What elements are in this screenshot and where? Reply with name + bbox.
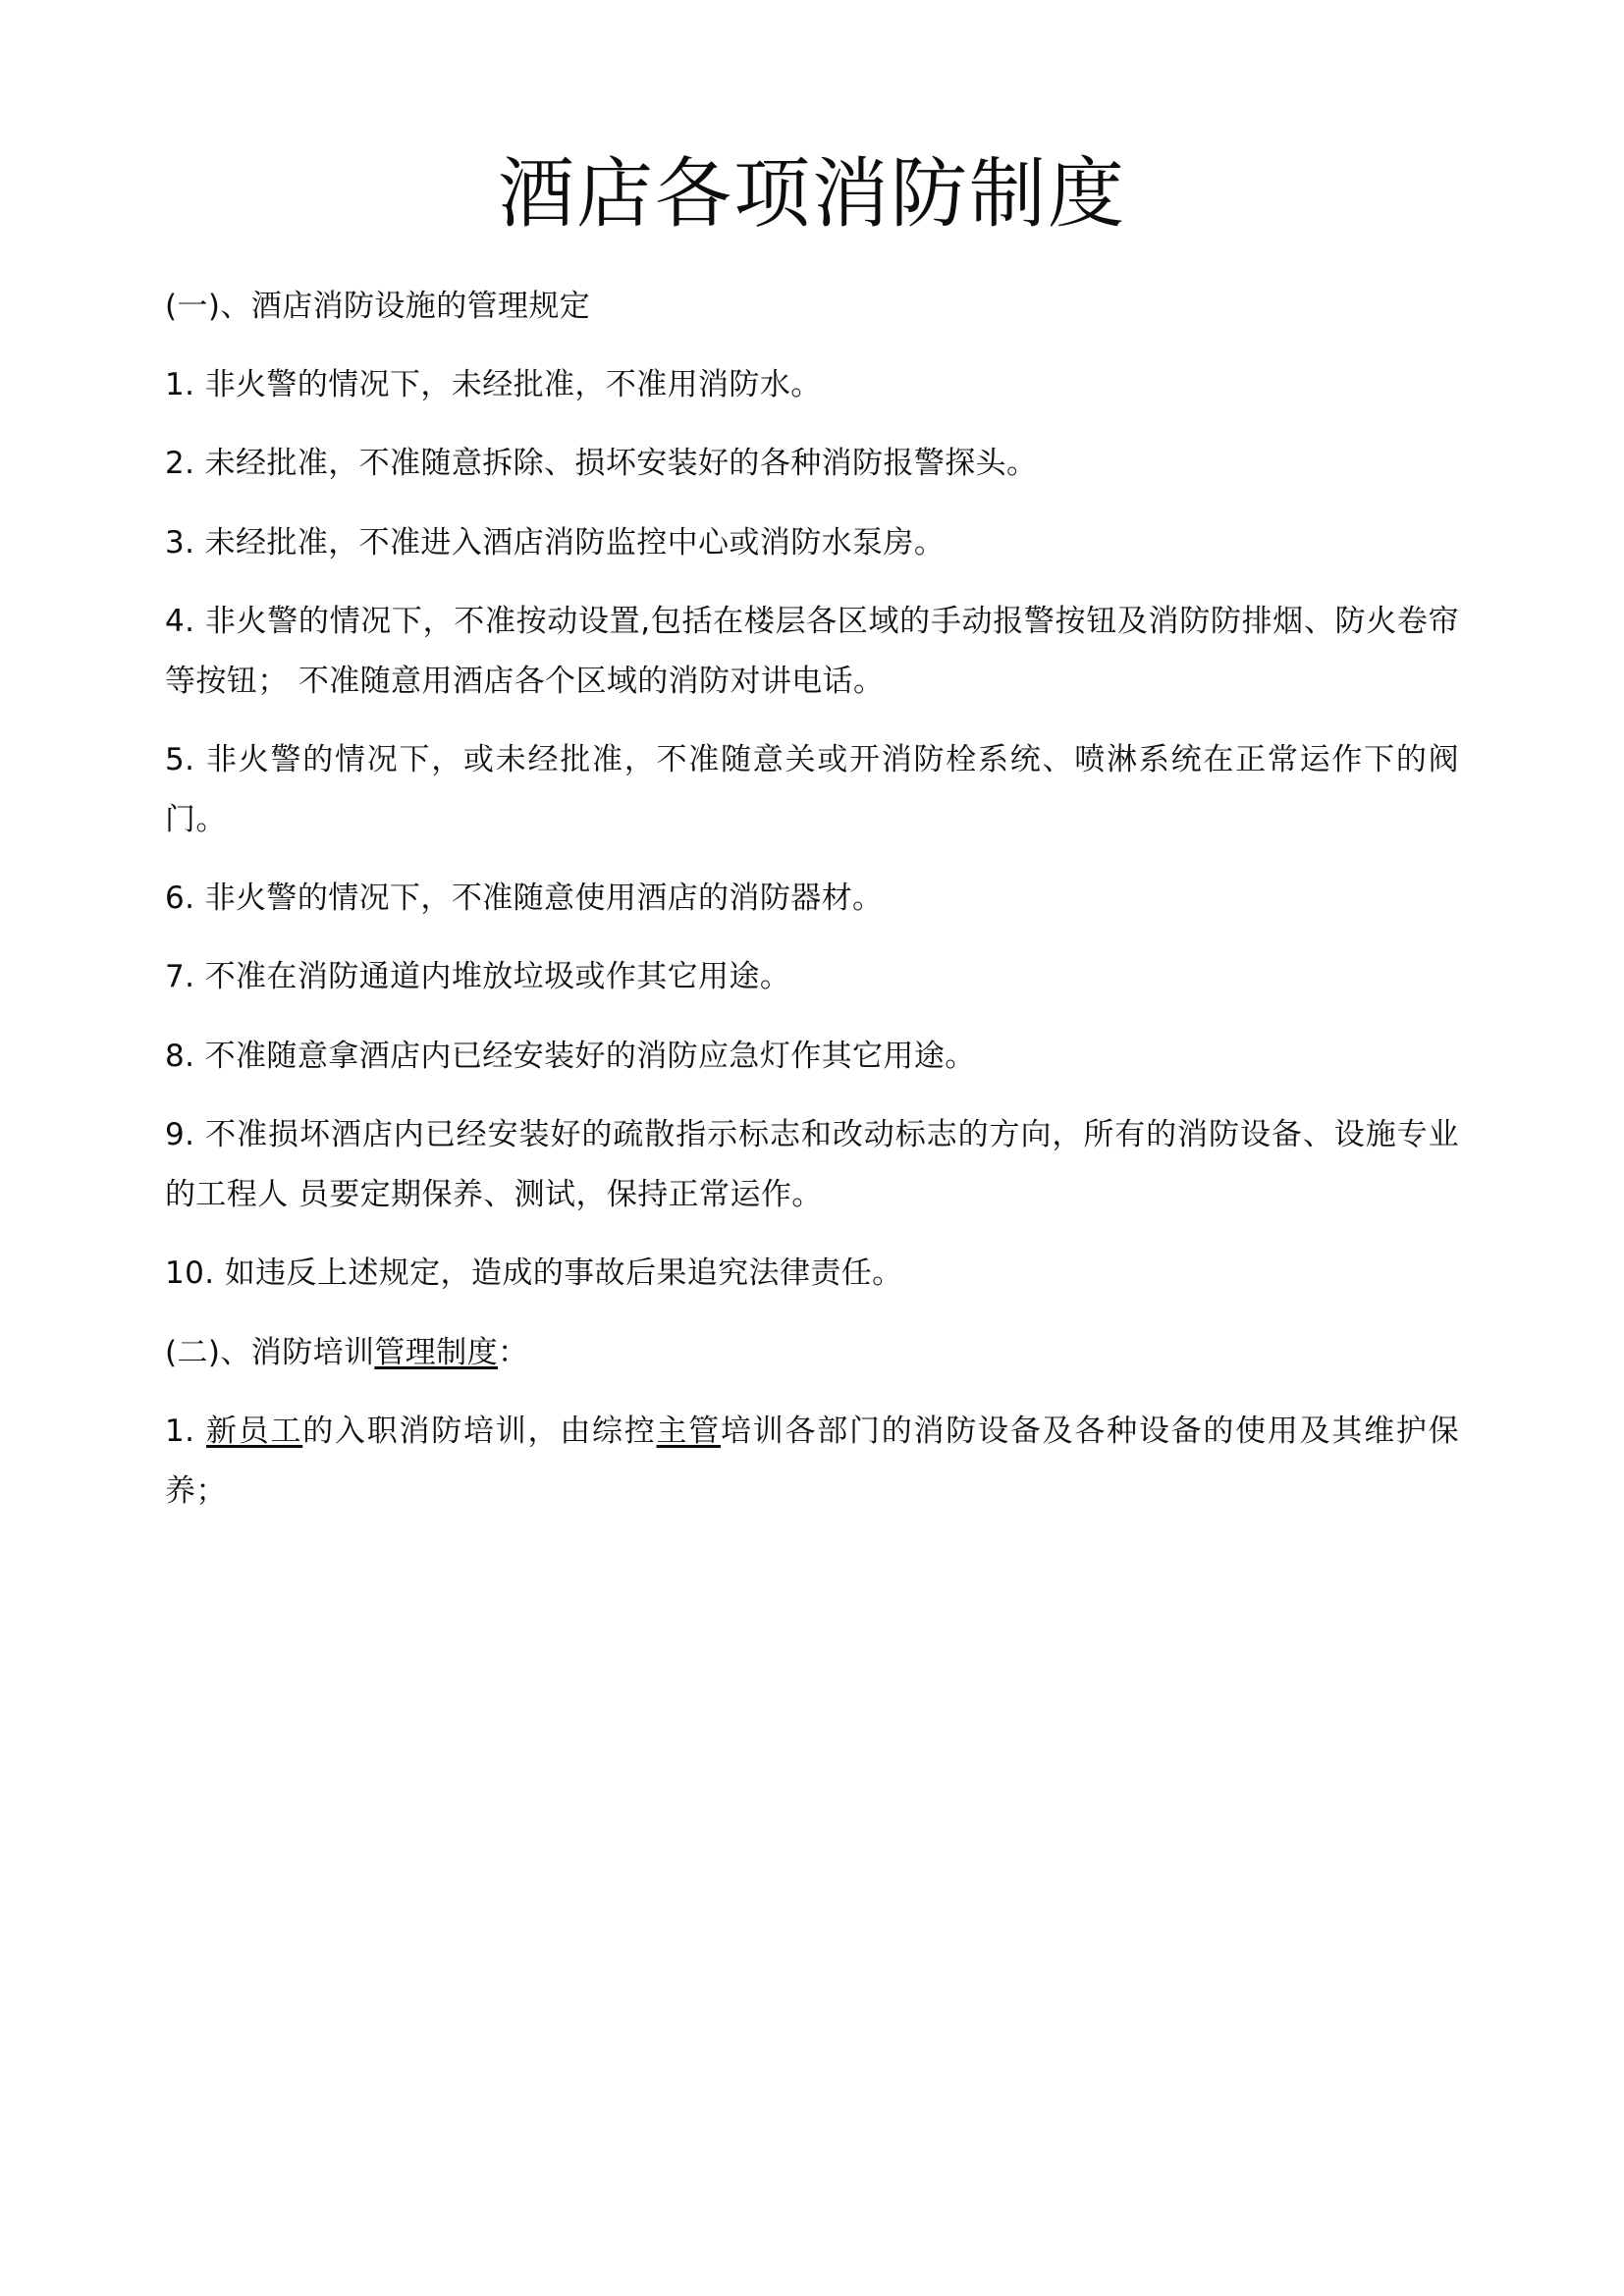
section-heading-two-underlined: 管理制度 — [374, 1334, 498, 1370]
item-middle: 的入职消防培训，由综控 — [302, 1414, 657, 1450]
list-item: 4. 非火警的情况下，不准按动设置,包括在楼层各区域的手动报警按钮及消防防排烟、防火卷帘等按钮； 不准随意用酒店各个区域的消防对讲电话。 — [165, 604, 1459, 699]
section-heading-two — [165, 1323, 1459, 1382]
list-item: 6. 非火警的情况下，不准随意使用酒店的消防器材。 — [165, 881, 884, 916]
section-heading-one: (一)、酒店消防设施的管理规定 — [165, 288, 591, 324]
list-item: 2. 未经批准，不准随意拆除、损坏安装好的各种消防报警探头。 — [165, 446, 1038, 482]
list-item: 10. 如违反上述规定，造成的事故后果追究法律责任。 — [165, 1255, 903, 1292]
list-item: 5. 非火警的情况下，或未经批准，不准随意关或开消防栓系统、喷淋系统在正常运作下的阀门。 — [165, 742, 1459, 837]
item-underlined-b: 主管 — [656, 1414, 722, 1450]
page-title: 酒店各项消防制度 — [497, 150, 1126, 239]
document-body — [165, 277, 1459, 1521]
list-item: 9. 不准损坏酒店内已经安装好的疏散指示标志和改动标志的方向，所有的消防设备、设施专业的工程人 员要定期保养、测试，保持正常运作。 — [165, 1117, 1459, 1212]
item-suffix: 培训各部门的消防设备及各种设备的使用及其维护保养； — [165, 1414, 1459, 1509]
section-heading-two-prefix: (二)、消防培训 — [165, 1334, 375, 1370]
item-prefix: 1. — [165, 1414, 206, 1450]
item-underlined-a: 新员工 — [205, 1414, 303, 1450]
list-item: 7. 不准在消防通道内堆放垃圾或作其它用途。 — [165, 959, 791, 995]
list-item: 1. 非火警的情况下，未经批准，不准用消防水。 — [165, 366, 822, 402]
list-item — [165, 1402, 1459, 1521]
list-item: 3. 未经批准，不准进入酒店消防监控中心或消防水泵房。 — [165, 524, 946, 561]
section-heading-two-suffix: ： — [498, 1334, 529, 1370]
list-item: 8. 不准随意拿酒店内已经安装好的消防应急灯作其它用途。 — [165, 1038, 976, 1074]
